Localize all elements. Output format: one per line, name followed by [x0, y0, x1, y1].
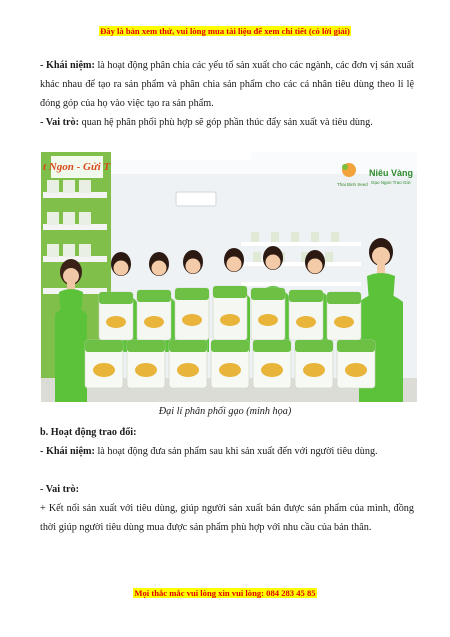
photo-caption: Đại lí phân phối gạo (minh họa)	[158, 406, 292, 417]
label-exchange-definition: - Khái niệm:	[40, 446, 95, 457]
label-definition: - Khái niệm:	[40, 60, 95, 71]
section-heading-b: b. Hoạt động trao đổi:	[40, 427, 137, 438]
thai-binh-seed-logo: Thai Binh Seed	[337, 182, 368, 187]
rice-bags	[85, 286, 375, 388]
label-exchange-role: - Vai trò:	[40, 484, 80, 495]
label-role: - Vai trò:	[40, 117, 80, 128]
wall-sign: t Ngon - Gửi T	[43, 161, 111, 173]
paragraph-definition: - Khái niệm: là hoạt động phân chia các yếu tố sản xuất cho các ngành, các đơn vị sản xuất khác nhau để tạo ra sản phẩm và phân chia sản phẩm cho các cá nhân tiêu dùng theo lỉ lệ đóng góp của họ vào việc tạo ra sản phẩm.	[40, 60, 415, 109]
paragraph-exchange-definition: - Khái niệm: là hoạt động đưa sản phẩm sau khi sản xuất đến với người tiêu dùng.	[40, 446, 378, 457]
paragraph-role: - Vai trò: quan hệ phân phối phù hợp sẽ góp phần thúc đẩy sản xuất và tiêu dùng.	[40, 117, 373, 128]
contact-banner: Mọi thắc mắc vui lòng xin vui lòng: 084 283 45 85	[134, 588, 316, 598]
paragraph-exchange-role: + Kết nối sản xuất với tiêu dùng, giúp người sản xuất bán được sản phẩm của mình, đồng thời giúp người tiêu dùng mua được sản phẩm phù hợp với nhu cầu của bản thân.	[40, 503, 414, 533]
nieu-vang-logo: Niêu Vàng	[369, 168, 414, 178]
rice-agency-photo	[41, 152, 417, 402]
preview-banner: Đây là bản xem thử, vui lòng mua tài liệu để xem chi tiết (có lời giải)	[100, 26, 350, 36]
nieu-vang-slogan: Gạo Ngon Trao Gửi	[371, 180, 411, 185]
